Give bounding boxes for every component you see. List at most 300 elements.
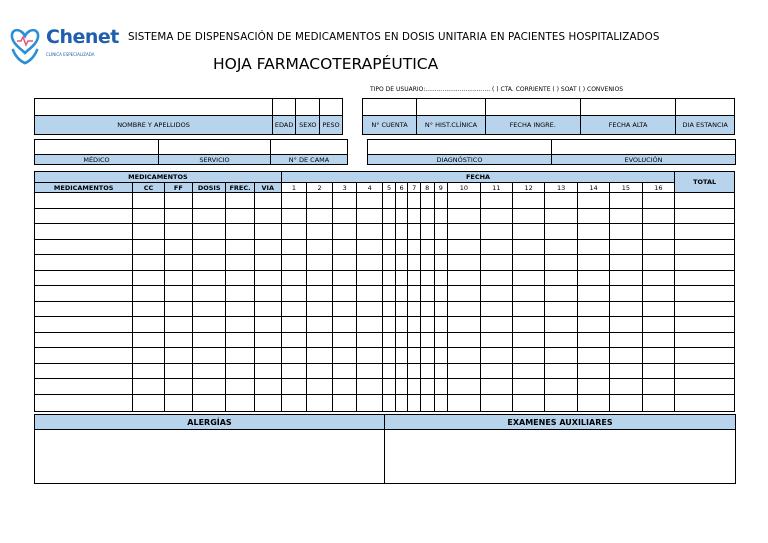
table-cell[interactable]	[642, 348, 675, 364]
table-cell[interactable]	[480, 379, 512, 395]
table-cell[interactable]	[434, 224, 448, 240]
table-cell[interactable]	[480, 224, 512, 240]
table-cell[interactable]	[642, 270, 675, 286]
table-cell[interactable]	[395, 208, 408, 224]
admission-value[interactable]	[485, 99, 580, 116]
doctor-value[interactable]	[35, 140, 159, 155]
table-cell[interactable]	[306, 208, 332, 224]
table-cell[interactable]	[333, 317, 357, 333]
table-cell[interactable]	[357, 348, 383, 364]
table-cell[interactable]	[306, 348, 332, 364]
table-cell[interactable]	[164, 239, 192, 255]
table-cell[interactable]	[610, 224, 642, 240]
table-cell[interactable]	[434, 286, 448, 302]
table-cell[interactable]	[333, 208, 357, 224]
table-cell[interactable]	[395, 394, 408, 411]
table-cell[interactable]	[545, 394, 577, 411]
table-cell[interactable]	[408, 379, 421, 395]
service-value[interactable]	[159, 140, 271, 155]
table-cell[interactable]	[512, 286, 544, 302]
table-cell[interactable]	[545, 193, 577, 209]
table-cell[interactable]	[281, 348, 306, 364]
table-cell[interactable]	[226, 270, 254, 286]
table-cell[interactable]	[577, 317, 609, 333]
table-cell[interactable]	[35, 239, 133, 255]
table-cell[interactable]	[420, 348, 434, 364]
table-cell[interactable]	[642, 239, 675, 255]
table-cell[interactable]	[434, 239, 448, 255]
table-cell[interactable]	[512, 224, 544, 240]
table-cell[interactable]	[448, 224, 480, 240]
table-cell[interactable]	[545, 224, 577, 240]
table-cell[interactable]	[281, 193, 306, 209]
weight-value[interactable]	[320, 99, 342, 116]
table-cell[interactable]	[480, 255, 512, 271]
sex-value[interactable]	[296, 99, 320, 116]
table-cell[interactable]	[133, 255, 164, 271]
bed-value[interactable]	[271, 140, 348, 155]
table-cell[interactable]	[383, 208, 396, 224]
table-cell[interactable]	[480, 270, 512, 286]
table-cell[interactable]	[675, 255, 735, 271]
table-cell[interactable]	[226, 193, 254, 209]
table-cell[interactable]	[420, 379, 434, 395]
table-cell[interactable]	[35, 193, 133, 209]
table-cell[interactable]	[545, 317, 577, 333]
table-cell[interactable]	[226, 224, 254, 240]
table-cell[interactable]	[512, 255, 544, 271]
table-cell[interactable]	[610, 255, 642, 271]
table-cell[interactable]	[420, 193, 434, 209]
table-cell[interactable]	[306, 270, 332, 286]
table-cell[interactable]	[675, 363, 735, 379]
table-cell[interactable]	[35, 224, 133, 240]
table-cell[interactable]	[642, 379, 675, 395]
table-cell[interactable]	[357, 301, 383, 317]
table-cell[interactable]	[306, 332, 332, 348]
table-cell[interactable]	[448, 379, 480, 395]
table-cell[interactable]	[675, 270, 735, 286]
table-cell[interactable]	[357, 239, 383, 255]
table-cell[interactable]	[395, 224, 408, 240]
table-cell[interactable]	[434, 193, 448, 209]
table-cell[interactable]	[192, 255, 225, 271]
exams-area[interactable]	[385, 430, 736, 484]
table-cell[interactable]	[306, 255, 332, 271]
table-cell[interactable]	[383, 363, 396, 379]
table-cell[interactable]	[512, 301, 544, 317]
table-cell[interactable]	[333, 332, 357, 348]
table-cell[interactable]	[164, 394, 192, 411]
table-cell[interactable]	[642, 332, 675, 348]
table-cell[interactable]	[577, 348, 609, 364]
table-cell[interactable]	[164, 332, 192, 348]
history-value[interactable]	[417, 99, 486, 116]
table-cell[interactable]	[226, 239, 254, 255]
table-cell[interactable]	[395, 363, 408, 379]
table-cell[interactable]	[675, 394, 735, 411]
table-cell[interactable]	[164, 286, 192, 302]
table-cell[interactable]	[383, 301, 396, 317]
table-cell[interactable]	[192, 301, 225, 317]
table-cell[interactable]	[545, 270, 577, 286]
table-cell[interactable]	[480, 239, 512, 255]
table-cell[interactable]	[192, 193, 225, 209]
table-cell[interactable]	[675, 193, 735, 209]
table-cell[interactable]	[333, 193, 357, 209]
table-cell[interactable]	[408, 286, 421, 302]
table-cell[interactable]	[610, 193, 642, 209]
table-cell[interactable]	[577, 255, 609, 271]
table-cell[interactable]	[133, 286, 164, 302]
table-cell[interactable]	[35, 270, 133, 286]
table-cell[interactable]	[395, 255, 408, 271]
table-cell[interactable]	[254, 379, 281, 395]
table-cell[interactable]	[306, 363, 332, 379]
table-cell[interactable]	[577, 239, 609, 255]
table-cell[interactable]	[35, 255, 133, 271]
table-cell[interactable]	[408, 394, 421, 411]
table-cell[interactable]	[512, 208, 544, 224]
table-cell[interactable]	[610, 363, 642, 379]
table-cell[interactable]	[192, 208, 225, 224]
stay-value[interactable]	[676, 99, 735, 116]
table-cell[interactable]	[383, 193, 396, 209]
table-cell[interactable]	[164, 348, 192, 364]
table-cell[interactable]	[675, 348, 735, 364]
table-cell[interactable]	[434, 348, 448, 364]
table-cell[interactable]	[254, 332, 281, 348]
table-cell[interactable]	[395, 332, 408, 348]
table-cell[interactable]	[434, 301, 448, 317]
table-cell[interactable]	[545, 286, 577, 302]
table-cell[interactable]	[35, 348, 133, 364]
table-cell[interactable]	[192, 224, 225, 240]
table-cell[interactable]	[281, 239, 306, 255]
table-cell[interactable]	[226, 208, 254, 224]
name-value[interactable]	[35, 99, 273, 116]
discharge-value[interactable]	[580, 99, 676, 116]
table-cell[interactable]	[408, 208, 421, 224]
table-cell[interactable]	[610, 332, 642, 348]
table-cell[interactable]	[577, 224, 609, 240]
table-cell[interactable]	[395, 193, 408, 209]
table-cell[interactable]	[306, 239, 332, 255]
table-cell[interactable]	[675, 239, 735, 255]
table-cell[interactable]	[448, 301, 480, 317]
table-cell[interactable]	[281, 255, 306, 271]
evolution-value[interactable]	[552, 140, 736, 155]
table-cell[interactable]	[448, 270, 480, 286]
table-cell[interactable]	[333, 224, 357, 240]
table-cell[interactable]	[254, 208, 281, 224]
table-cell[interactable]	[383, 348, 396, 364]
table-cell[interactable]	[281, 270, 306, 286]
table-cell[interactable]	[480, 363, 512, 379]
table-cell[interactable]	[642, 286, 675, 302]
table-cell[interactable]	[675, 332, 735, 348]
table-cell[interactable]	[642, 317, 675, 333]
table-cell[interactable]	[420, 301, 434, 317]
table-cell[interactable]	[577, 394, 609, 411]
allergies-area[interactable]	[35, 430, 385, 484]
table-cell[interactable]	[333, 379, 357, 395]
table-cell[interactable]	[480, 208, 512, 224]
table-cell[interactable]	[480, 348, 512, 364]
table-cell[interactable]	[610, 317, 642, 333]
table-cell[interactable]	[383, 255, 396, 271]
table-cell[interactable]	[512, 239, 544, 255]
table-cell[interactable]	[35, 208, 133, 224]
table-cell[interactable]	[164, 301, 192, 317]
table-cell[interactable]	[577, 363, 609, 379]
table-cell[interactable]	[333, 363, 357, 379]
table-cell[interactable]	[480, 317, 512, 333]
table-cell[interactable]	[545, 348, 577, 364]
table-cell[interactable]	[577, 270, 609, 286]
table-cell[interactable]	[133, 270, 164, 286]
table-cell[interactable]	[512, 394, 544, 411]
table-cell[interactable]	[133, 317, 164, 333]
table-cell[interactable]	[408, 193, 421, 209]
table-cell[interactable]	[226, 317, 254, 333]
table-cell[interactable]	[408, 239, 421, 255]
table-cell[interactable]	[448, 348, 480, 364]
table-cell[interactable]	[610, 301, 642, 317]
table-cell[interactable]	[254, 348, 281, 364]
table-cell[interactable]	[333, 255, 357, 271]
table-cell[interactable]	[408, 348, 421, 364]
table-cell[interactable]	[35, 286, 133, 302]
table-cell[interactable]	[281, 208, 306, 224]
table-cell[interactable]	[192, 363, 225, 379]
table-cell[interactable]	[281, 379, 306, 395]
table-cell[interactable]	[408, 301, 421, 317]
table-cell[interactable]	[545, 379, 577, 395]
table-cell[interactable]	[192, 332, 225, 348]
table-cell[interactable]	[383, 394, 396, 411]
table-cell[interactable]	[434, 317, 448, 333]
table-cell[interactable]	[480, 394, 512, 411]
table-cell[interactable]	[383, 224, 396, 240]
table-cell[interactable]	[420, 208, 434, 224]
table-cell[interactable]	[133, 193, 164, 209]
table-cell[interactable]	[192, 394, 225, 411]
table-cell[interactable]	[133, 379, 164, 395]
table-cell[interactable]	[133, 363, 164, 379]
table-cell[interactable]	[254, 270, 281, 286]
table-cell[interactable]	[642, 224, 675, 240]
table-cell[interactable]	[420, 224, 434, 240]
table-cell[interactable]	[333, 348, 357, 364]
table-cell[interactable]	[420, 239, 434, 255]
table-cell[interactable]	[192, 270, 225, 286]
table-cell[interactable]	[35, 379, 133, 395]
table-cell[interactable]	[35, 363, 133, 379]
table-cell[interactable]	[192, 317, 225, 333]
table-cell[interactable]	[512, 317, 544, 333]
table-cell[interactable]	[434, 394, 448, 411]
table-cell[interactable]	[434, 332, 448, 348]
table-cell[interactable]	[610, 348, 642, 364]
table-cell[interactable]	[577, 193, 609, 209]
table-cell[interactable]	[35, 301, 133, 317]
table-cell[interactable]	[434, 208, 448, 224]
table-cell[interactable]	[254, 255, 281, 271]
table-cell[interactable]	[306, 286, 332, 302]
table-cell[interactable]	[281, 363, 306, 379]
table-cell[interactable]	[254, 286, 281, 302]
table-cell[interactable]	[164, 208, 192, 224]
table-cell[interactable]	[192, 348, 225, 364]
table-cell[interactable]	[420, 363, 434, 379]
table-cell[interactable]	[675, 286, 735, 302]
table-cell[interactable]	[357, 332, 383, 348]
table-cell[interactable]	[434, 255, 448, 271]
table-cell[interactable]	[420, 270, 434, 286]
table-cell[interactable]	[642, 193, 675, 209]
table-cell[interactable]	[192, 239, 225, 255]
table-cell[interactable]	[420, 394, 434, 411]
table-cell[interactable]	[434, 363, 448, 379]
table-cell[interactable]	[610, 270, 642, 286]
table-cell[interactable]	[642, 363, 675, 379]
table-cell[interactable]	[610, 286, 642, 302]
age-value[interactable]	[273, 99, 296, 116]
table-cell[interactable]	[133, 301, 164, 317]
table-cell[interactable]	[395, 286, 408, 302]
table-cell[interactable]	[192, 286, 225, 302]
table-cell[interactable]	[226, 394, 254, 411]
table-cell[interactable]	[675, 301, 735, 317]
table-cell[interactable]	[545, 301, 577, 317]
table-cell[interactable]	[133, 208, 164, 224]
table-cell[interactable]	[448, 317, 480, 333]
table-cell[interactable]	[226, 332, 254, 348]
table-cell[interactable]	[133, 239, 164, 255]
table-cell[interactable]	[254, 363, 281, 379]
table-cell[interactable]	[226, 301, 254, 317]
table-cell[interactable]	[357, 363, 383, 379]
table-cell[interactable]	[512, 379, 544, 395]
table-cell[interactable]	[164, 363, 192, 379]
table-cell[interactable]	[164, 255, 192, 271]
table-cell[interactable]	[333, 270, 357, 286]
table-cell[interactable]	[480, 332, 512, 348]
table-cell[interactable]	[512, 193, 544, 209]
account-value[interactable]	[362, 99, 416, 116]
table-cell[interactable]	[448, 193, 480, 209]
table-cell[interactable]	[254, 317, 281, 333]
table-cell[interactable]	[434, 270, 448, 286]
table-cell[interactable]	[306, 317, 332, 333]
table-cell[interactable]	[545, 363, 577, 379]
table-cell[interactable]	[357, 270, 383, 286]
table-cell[interactable]	[306, 394, 332, 411]
table-cell[interactable]	[395, 379, 408, 395]
table-cell[interactable]	[164, 193, 192, 209]
table-cell[interactable]	[281, 224, 306, 240]
table-cell[interactable]	[545, 208, 577, 224]
table-cell[interactable]	[226, 363, 254, 379]
table-cell[interactable]	[642, 208, 675, 224]
table-cell[interactable]	[164, 224, 192, 240]
table-cell[interactable]	[395, 317, 408, 333]
table-cell[interactable]	[577, 379, 609, 395]
table-cell[interactable]	[333, 239, 357, 255]
table-cell[interactable]	[395, 270, 408, 286]
table-cell[interactable]	[480, 193, 512, 209]
table-cell[interactable]	[226, 348, 254, 364]
table-cell[interactable]	[226, 286, 254, 302]
table-cell[interactable]	[333, 286, 357, 302]
table-cell[interactable]	[545, 255, 577, 271]
table-cell[interactable]	[675, 317, 735, 333]
table-cell[interactable]	[420, 317, 434, 333]
table-cell[interactable]	[357, 208, 383, 224]
table-cell[interactable]	[164, 379, 192, 395]
table-cell[interactable]	[383, 332, 396, 348]
table-cell[interactable]	[434, 379, 448, 395]
table-cell[interactable]	[281, 332, 306, 348]
table-cell[interactable]	[357, 286, 383, 302]
table-cell[interactable]	[226, 379, 254, 395]
table-cell[interactable]	[254, 394, 281, 411]
table-cell[interactable]	[642, 255, 675, 271]
table-cell[interactable]	[306, 193, 332, 209]
table-cell[interactable]	[133, 332, 164, 348]
table-cell[interactable]	[675, 208, 735, 224]
table-cell[interactable]	[448, 332, 480, 348]
table-cell[interactable]	[577, 301, 609, 317]
table-cell[interactable]	[642, 301, 675, 317]
table-cell[interactable]	[577, 332, 609, 348]
table-cell[interactable]	[545, 239, 577, 255]
table-cell[interactable]	[35, 317, 133, 333]
table-cell[interactable]	[610, 379, 642, 395]
table-cell[interactable]	[512, 270, 544, 286]
table-cell[interactable]	[306, 379, 332, 395]
table-cell[interactable]	[420, 332, 434, 348]
table-cell[interactable]	[281, 317, 306, 333]
table-cell[interactable]	[395, 239, 408, 255]
table-cell[interactable]	[357, 379, 383, 395]
table-cell[interactable]	[512, 332, 544, 348]
table-cell[interactable]	[395, 348, 408, 364]
table-cell[interactable]	[357, 193, 383, 209]
table-cell[interactable]	[642, 394, 675, 411]
diagnosis-value[interactable]	[368, 140, 552, 155]
table-cell[interactable]	[254, 301, 281, 317]
table-cell[interactable]	[448, 394, 480, 411]
table-cell[interactable]	[35, 332, 133, 348]
table-cell[interactable]	[545, 332, 577, 348]
table-cell[interactable]	[480, 301, 512, 317]
table-cell[interactable]	[192, 379, 225, 395]
table-cell[interactable]	[577, 208, 609, 224]
table-cell[interactable]	[610, 394, 642, 411]
table-cell[interactable]	[357, 224, 383, 240]
table-cell[interactable]	[675, 224, 735, 240]
table-cell[interactable]	[383, 239, 396, 255]
table-cell[interactable]	[420, 255, 434, 271]
table-cell[interactable]	[133, 224, 164, 240]
table-cell[interactable]	[408, 224, 421, 240]
table-cell[interactable]	[408, 332, 421, 348]
table-cell[interactable]	[226, 255, 254, 271]
table-cell[interactable]	[512, 363, 544, 379]
table-cell[interactable]	[383, 317, 396, 333]
